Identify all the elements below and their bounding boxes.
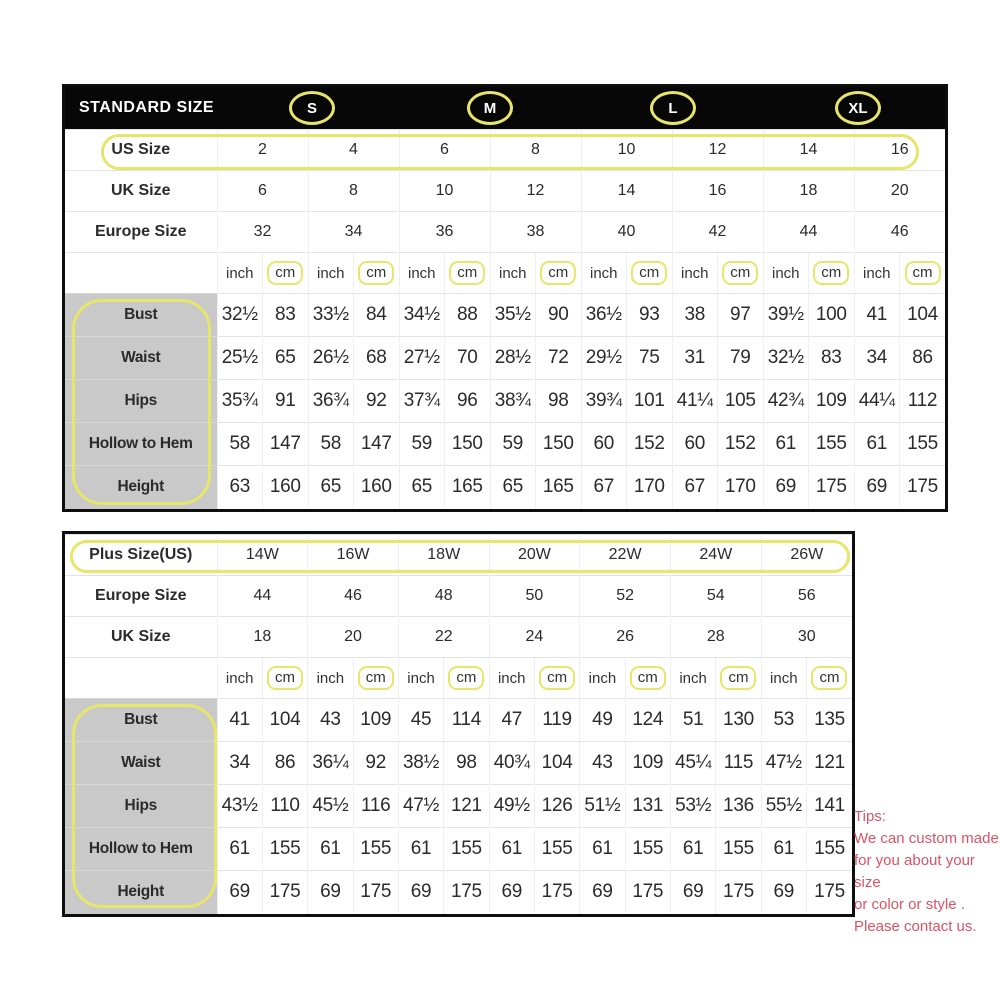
measure-row — [65, 380, 945, 423]
size-value: 12 — [490, 171, 581, 212]
measure-value: 101 — [627, 380, 673, 423]
measure-value: 152 — [718, 423, 764, 466]
size-value: 54 — [670, 576, 761, 617]
measure-value: 28½ — [490, 337, 536, 380]
size-value: 38 — [490, 212, 581, 253]
size-value: 6 — [217, 171, 308, 212]
measure-value: 32½ — [763, 337, 809, 380]
measure-value: 175 — [534, 871, 579, 914]
measure-value: 43 — [308, 699, 353, 742]
unit-inch: inch — [761, 658, 806, 699]
cm-highlight: cm — [449, 261, 485, 285]
measure-value: 175 — [353, 871, 398, 914]
size-value: 26 — [580, 617, 671, 658]
measure-value: 49 — [580, 699, 625, 742]
measure-value: 38 — [672, 294, 718, 337]
measure-value: 175 — [809, 466, 855, 509]
standard-size-table — [62, 84, 948, 512]
size-value: 6 — [399, 130, 490, 171]
tips-note — [854, 806, 1000, 938]
measure-value: 131 — [625, 785, 670, 828]
measure-label: Height — [65, 871, 217, 914]
measure-value: 83 — [809, 337, 855, 380]
size-value: 16W — [308, 535, 399, 576]
measure-value: 155 — [262, 828, 307, 871]
size-value: 14 — [763, 130, 854, 171]
cm-highlight: cm — [722, 261, 758, 285]
row-label: US Size — [65, 130, 217, 171]
size-value: 28 — [670, 617, 761, 658]
measure-label: Hips — [65, 785, 217, 828]
size-value: 46 — [854, 212, 945, 253]
measure-label: Waist — [65, 337, 217, 380]
unit-cm — [263, 253, 309, 294]
measure-value: 84 — [354, 294, 400, 337]
measure-value: 41 — [854, 294, 900, 337]
size-value: 16 — [672, 171, 763, 212]
size-row — [65, 617, 852, 658]
measure-value: 155 — [444, 828, 489, 871]
measure-value: 61 — [489, 828, 534, 871]
measure-value: 58 — [308, 423, 354, 466]
measure-label: Hollow to Hem — [65, 423, 217, 466]
measure-value: 65 — [263, 337, 309, 380]
measure-row — [65, 699, 852, 742]
tips-title: Tips: — [854, 808, 886, 825]
measure-value: 104 — [900, 294, 946, 337]
unit-cm — [353, 658, 398, 699]
size-badge-s: S — [289, 91, 335, 125]
measure-value: 32½ — [217, 294, 263, 337]
measure-value: 90 — [536, 294, 582, 337]
measure-value: 69 — [670, 871, 715, 914]
measure-value: 175 — [900, 466, 946, 509]
measure-value: 49½ — [489, 785, 534, 828]
unit-row — [65, 253, 945, 294]
size-row — [65, 171, 945, 212]
cm-highlight: cm — [813, 261, 849, 285]
measure-value: 45¼ — [670, 742, 715, 785]
measure-row — [65, 423, 945, 466]
measure-row — [65, 785, 852, 828]
size-value: 20W — [489, 535, 580, 576]
measure-value: 110 — [262, 785, 307, 828]
measure-value: 53 — [761, 699, 806, 742]
cm-highlight: cm — [358, 261, 394, 285]
size-badge-m: M — [467, 91, 513, 125]
measure-value: 72 — [536, 337, 582, 380]
cm-highlight: cm — [540, 261, 576, 285]
measure-label: Hollow to Hem — [65, 828, 217, 871]
measure-value: 175 — [806, 871, 852, 914]
size-value: 36 — [399, 212, 490, 253]
size-value: 22 — [398, 617, 489, 658]
unit-inch: inch — [763, 253, 809, 294]
measure-value: 175 — [625, 871, 670, 914]
size-row — [65, 535, 852, 576]
measure-value: 152 — [627, 423, 673, 466]
size-value: 2 — [217, 130, 308, 171]
measure-value: 147 — [354, 423, 400, 466]
measure-value: 155 — [806, 828, 852, 871]
tips-line: Please contact us. — [854, 918, 977, 935]
measure-value: 135 — [806, 699, 852, 742]
size-value: 24W — [670, 535, 761, 576]
cm-highlight: cm — [631, 261, 667, 285]
standard-size-grid — [65, 129, 945, 509]
unit-cm — [627, 253, 673, 294]
measure-value: 44¼ — [854, 380, 900, 423]
measure-value: 67 — [672, 466, 718, 509]
measure-value: 124 — [625, 699, 670, 742]
measure-value: 36¼ — [308, 742, 353, 785]
measure-value: 33½ — [308, 294, 354, 337]
measure-value: 35½ — [490, 294, 536, 337]
measure-value: 43 — [580, 742, 625, 785]
measure-value: 69 — [763, 466, 809, 509]
measure-value: 69 — [308, 871, 353, 914]
measure-value: 69 — [580, 871, 625, 914]
measure-value: 69 — [854, 466, 900, 509]
measure-value: 105 — [718, 380, 764, 423]
measure-value: 79 — [718, 337, 764, 380]
cm-highlight: cm — [720, 666, 756, 690]
measure-value: 65 — [308, 466, 354, 509]
unit-inch: inch — [672, 253, 718, 294]
measure-value: 47 — [489, 699, 534, 742]
measure-value: 150 — [536, 423, 582, 466]
measure-value: 36¾ — [308, 380, 354, 423]
size-value: 4 — [308, 130, 399, 171]
unit-inch: inch — [581, 253, 627, 294]
measure-value: 51½ — [580, 785, 625, 828]
measure-value: 51 — [670, 699, 715, 742]
cm-highlight: cm — [539, 666, 575, 690]
measure-value: 29½ — [581, 337, 627, 380]
measure-value: 147 — [263, 423, 309, 466]
measure-value: 37¾ — [399, 380, 445, 423]
unit-cm — [536, 253, 582, 294]
size-value: 46 — [308, 576, 399, 617]
measure-value: 92 — [354, 380, 400, 423]
cm-highlight: cm — [358, 666, 394, 690]
measure-value: 59 — [490, 423, 536, 466]
unit-inch: inch — [854, 253, 900, 294]
size-value: 8 — [308, 171, 399, 212]
measure-value: 155 — [809, 423, 855, 466]
measure-value: 115 — [716, 742, 761, 785]
row-label: UK Size — [65, 171, 217, 212]
measure-value: 121 — [806, 742, 852, 785]
measure-value: 155 — [716, 828, 761, 871]
measure-value: 43½ — [217, 785, 262, 828]
measure-row — [65, 871, 852, 914]
measure-value: 61 — [398, 828, 443, 871]
plus-size-grid — [65, 534, 852, 914]
cm-highlight: cm — [448, 666, 484, 690]
measure-value: 53½ — [670, 785, 715, 828]
measure-value: 69 — [398, 871, 443, 914]
measure-value: 175 — [444, 871, 489, 914]
size-value: 24 — [489, 617, 580, 658]
measure-value: 170 — [718, 466, 764, 509]
measure-value: 116 — [353, 785, 398, 828]
measure-label: Hips — [65, 380, 217, 423]
measure-value: 25½ — [217, 337, 263, 380]
measure-value: 69 — [489, 871, 534, 914]
measure-value: 34 — [217, 742, 262, 785]
row-label: Europe Size — [65, 576, 217, 617]
unit-cm — [718, 253, 764, 294]
measure-value: 97 — [718, 294, 764, 337]
measure-value: 160 — [354, 466, 400, 509]
measure-value: 92 — [353, 742, 398, 785]
row-label-empty — [65, 253, 217, 294]
measure-value: 69 — [761, 871, 806, 914]
measure-value: 96 — [445, 380, 491, 423]
measure-value: 41 — [217, 699, 262, 742]
measure-value: 47½ — [398, 785, 443, 828]
unit-inch: inch — [670, 658, 715, 699]
measure-value: 60 — [581, 423, 627, 466]
size-value: 34 — [308, 212, 399, 253]
tips-line: or color or style . — [854, 896, 965, 913]
measure-value: 109 — [625, 742, 670, 785]
measure-value: 39¾ — [581, 380, 627, 423]
row-label: Plus Size(US) — [65, 535, 217, 576]
size-value: 18W — [398, 535, 489, 576]
measure-value: 130 — [716, 699, 761, 742]
cm-highlight: cm — [811, 666, 847, 690]
measure-row — [65, 466, 945, 509]
size-value: 10 — [399, 171, 490, 212]
unit-cm — [444, 658, 489, 699]
unit-cm — [262, 658, 307, 699]
measure-label: Height — [65, 466, 217, 509]
measure-value: 65 — [399, 466, 445, 509]
unit-inch: inch — [490, 253, 536, 294]
size-value: 8 — [490, 130, 581, 171]
measure-value: 86 — [262, 742, 307, 785]
measure-value: 165 — [445, 466, 491, 509]
measure-value: 155 — [900, 423, 946, 466]
size-value: 30 — [761, 617, 852, 658]
unit-inch: inch — [308, 658, 353, 699]
measure-value: 75 — [627, 337, 673, 380]
size-value: 22W — [580, 535, 671, 576]
measure-value: 160 — [263, 466, 309, 509]
unit-cm — [900, 253, 946, 294]
measure-value: 83 — [263, 294, 309, 337]
measure-value: 39½ — [763, 294, 809, 337]
measure-value: 141 — [806, 785, 852, 828]
unit-inch: inch — [399, 253, 445, 294]
size-value: 18 — [763, 171, 854, 212]
size-value: 52 — [580, 576, 671, 617]
measure-value: 67 — [581, 466, 627, 509]
size-value: 44 — [217, 576, 308, 617]
unit-inch: inch — [217, 658, 262, 699]
size-value: 56 — [761, 576, 852, 617]
unit-inch: inch — [580, 658, 625, 699]
measure-value: 35¾ — [217, 380, 263, 423]
measure-value: 45 — [398, 699, 443, 742]
measure-value: 69 — [217, 871, 262, 914]
size-value: 14W — [217, 535, 308, 576]
row-label: UK Size — [65, 617, 217, 658]
unit-cm — [445, 253, 491, 294]
measure-value: 59 — [399, 423, 445, 466]
measure-row — [65, 294, 945, 337]
measure-value: 175 — [716, 871, 761, 914]
measure-value: 61 — [308, 828, 353, 871]
size-value: 20 — [308, 617, 399, 658]
measure-row — [65, 828, 852, 871]
measure-value: 93 — [627, 294, 673, 337]
measure-value: 155 — [353, 828, 398, 871]
measure-value: 61 — [580, 828, 625, 871]
measure-label: Waist — [65, 742, 217, 785]
unit-inch: inch — [489, 658, 534, 699]
unit-cm — [809, 253, 855, 294]
unit-cm — [625, 658, 670, 699]
measure-value: 100 — [809, 294, 855, 337]
measure-value: 88 — [445, 294, 491, 337]
measure-value: 175 — [262, 871, 307, 914]
measure-value: 45½ — [308, 785, 353, 828]
measure-value: 58 — [217, 423, 263, 466]
tips-line: for you about your size — [854, 852, 975, 891]
measure-value: 155 — [625, 828, 670, 871]
size-value: 50 — [489, 576, 580, 617]
measure-value: 26½ — [308, 337, 354, 380]
size-value: 32 — [217, 212, 308, 253]
unit-inch: inch — [308, 253, 354, 294]
unit-cm — [716, 658, 761, 699]
measure-value: 55½ — [761, 785, 806, 828]
measure-value: 42¾ — [763, 380, 809, 423]
measure-value: 109 — [353, 699, 398, 742]
measure-value: 61 — [670, 828, 715, 871]
size-value: 40 — [581, 212, 672, 253]
measure-value: 126 — [534, 785, 579, 828]
measure-value: 114 — [444, 699, 489, 742]
size-value: 16 — [854, 130, 945, 171]
measure-value: 60 — [672, 423, 718, 466]
unit-row — [65, 658, 852, 699]
cm-highlight: cm — [630, 666, 666, 690]
row-label-empty — [65, 658, 217, 699]
plus-size-table — [62, 531, 855, 917]
measure-value: 41¼ — [672, 380, 718, 423]
size-badge-l: L — [650, 91, 696, 125]
measure-value: 119 — [534, 699, 579, 742]
measure-row — [65, 742, 852, 785]
measure-value: 40¾ — [489, 742, 534, 785]
measure-value: 31 — [672, 337, 718, 380]
size-value: 20 — [854, 171, 945, 212]
unit-inch: inch — [217, 253, 263, 294]
measure-value: 104 — [534, 742, 579, 785]
measure-value: 47½ — [761, 742, 806, 785]
size-value: 26W — [761, 535, 852, 576]
measure-value: 68 — [354, 337, 400, 380]
measure-value: 70 — [445, 337, 491, 380]
measure-value: 61 — [217, 828, 262, 871]
size-value: 12 — [672, 130, 763, 171]
measure-value: 136 — [716, 785, 761, 828]
measure-value: 109 — [809, 380, 855, 423]
unit-cm — [534, 658, 579, 699]
size-value: 48 — [398, 576, 489, 617]
measure-value: 36½ — [581, 294, 627, 337]
measure-value: 38½ — [398, 742, 443, 785]
measure-value: 38¾ — [490, 380, 536, 423]
size-row — [65, 576, 852, 617]
size-value: 44 — [763, 212, 854, 253]
size-value: 14 — [581, 171, 672, 212]
cm-highlight: cm — [905, 261, 941, 285]
measure-value: 98 — [444, 742, 489, 785]
measure-value: 34½ — [399, 294, 445, 337]
measure-value: 170 — [627, 466, 673, 509]
measure-value: 150 — [445, 423, 491, 466]
unit-cm — [806, 658, 852, 699]
standard-size-header-bar — [65, 87, 945, 129]
size-row — [65, 130, 945, 171]
measure-value: 61 — [761, 828, 806, 871]
size-value: 18 — [217, 617, 308, 658]
measure-value: 155 — [534, 828, 579, 871]
measure-value: 61 — [763, 423, 809, 466]
unit-inch: inch — [398, 658, 443, 699]
row-label: Europe Size — [65, 212, 217, 253]
size-badge-xl: XL — [835, 91, 881, 125]
measure-row — [65, 337, 945, 380]
measure-value: 27½ — [399, 337, 445, 380]
measure-value: 91 — [263, 380, 309, 423]
measure-value: 112 — [900, 380, 946, 423]
tips-line: We can custom made — [854, 830, 999, 847]
cm-highlight: cm — [267, 261, 303, 285]
measure-value: 98 — [536, 380, 582, 423]
size-value: 42 — [672, 212, 763, 253]
measure-value: 61 — [854, 423, 900, 466]
measure-value: 63 — [217, 466, 263, 509]
unit-cm — [354, 253, 400, 294]
measure-value: 165 — [536, 466, 582, 509]
measure-value: 104 — [262, 699, 307, 742]
measure-label: Bust — [65, 699, 217, 742]
measure-label: Bust — [65, 294, 217, 337]
standard-size-title: STANDARD SIZE — [79, 99, 215, 116]
measure-value: 121 — [444, 785, 489, 828]
cm-highlight: cm — [267, 666, 303, 690]
measure-value: 86 — [900, 337, 946, 380]
measure-value: 34 — [854, 337, 900, 380]
size-row — [65, 212, 945, 253]
measure-value: 65 — [490, 466, 536, 509]
size-value: 10 — [581, 130, 672, 171]
